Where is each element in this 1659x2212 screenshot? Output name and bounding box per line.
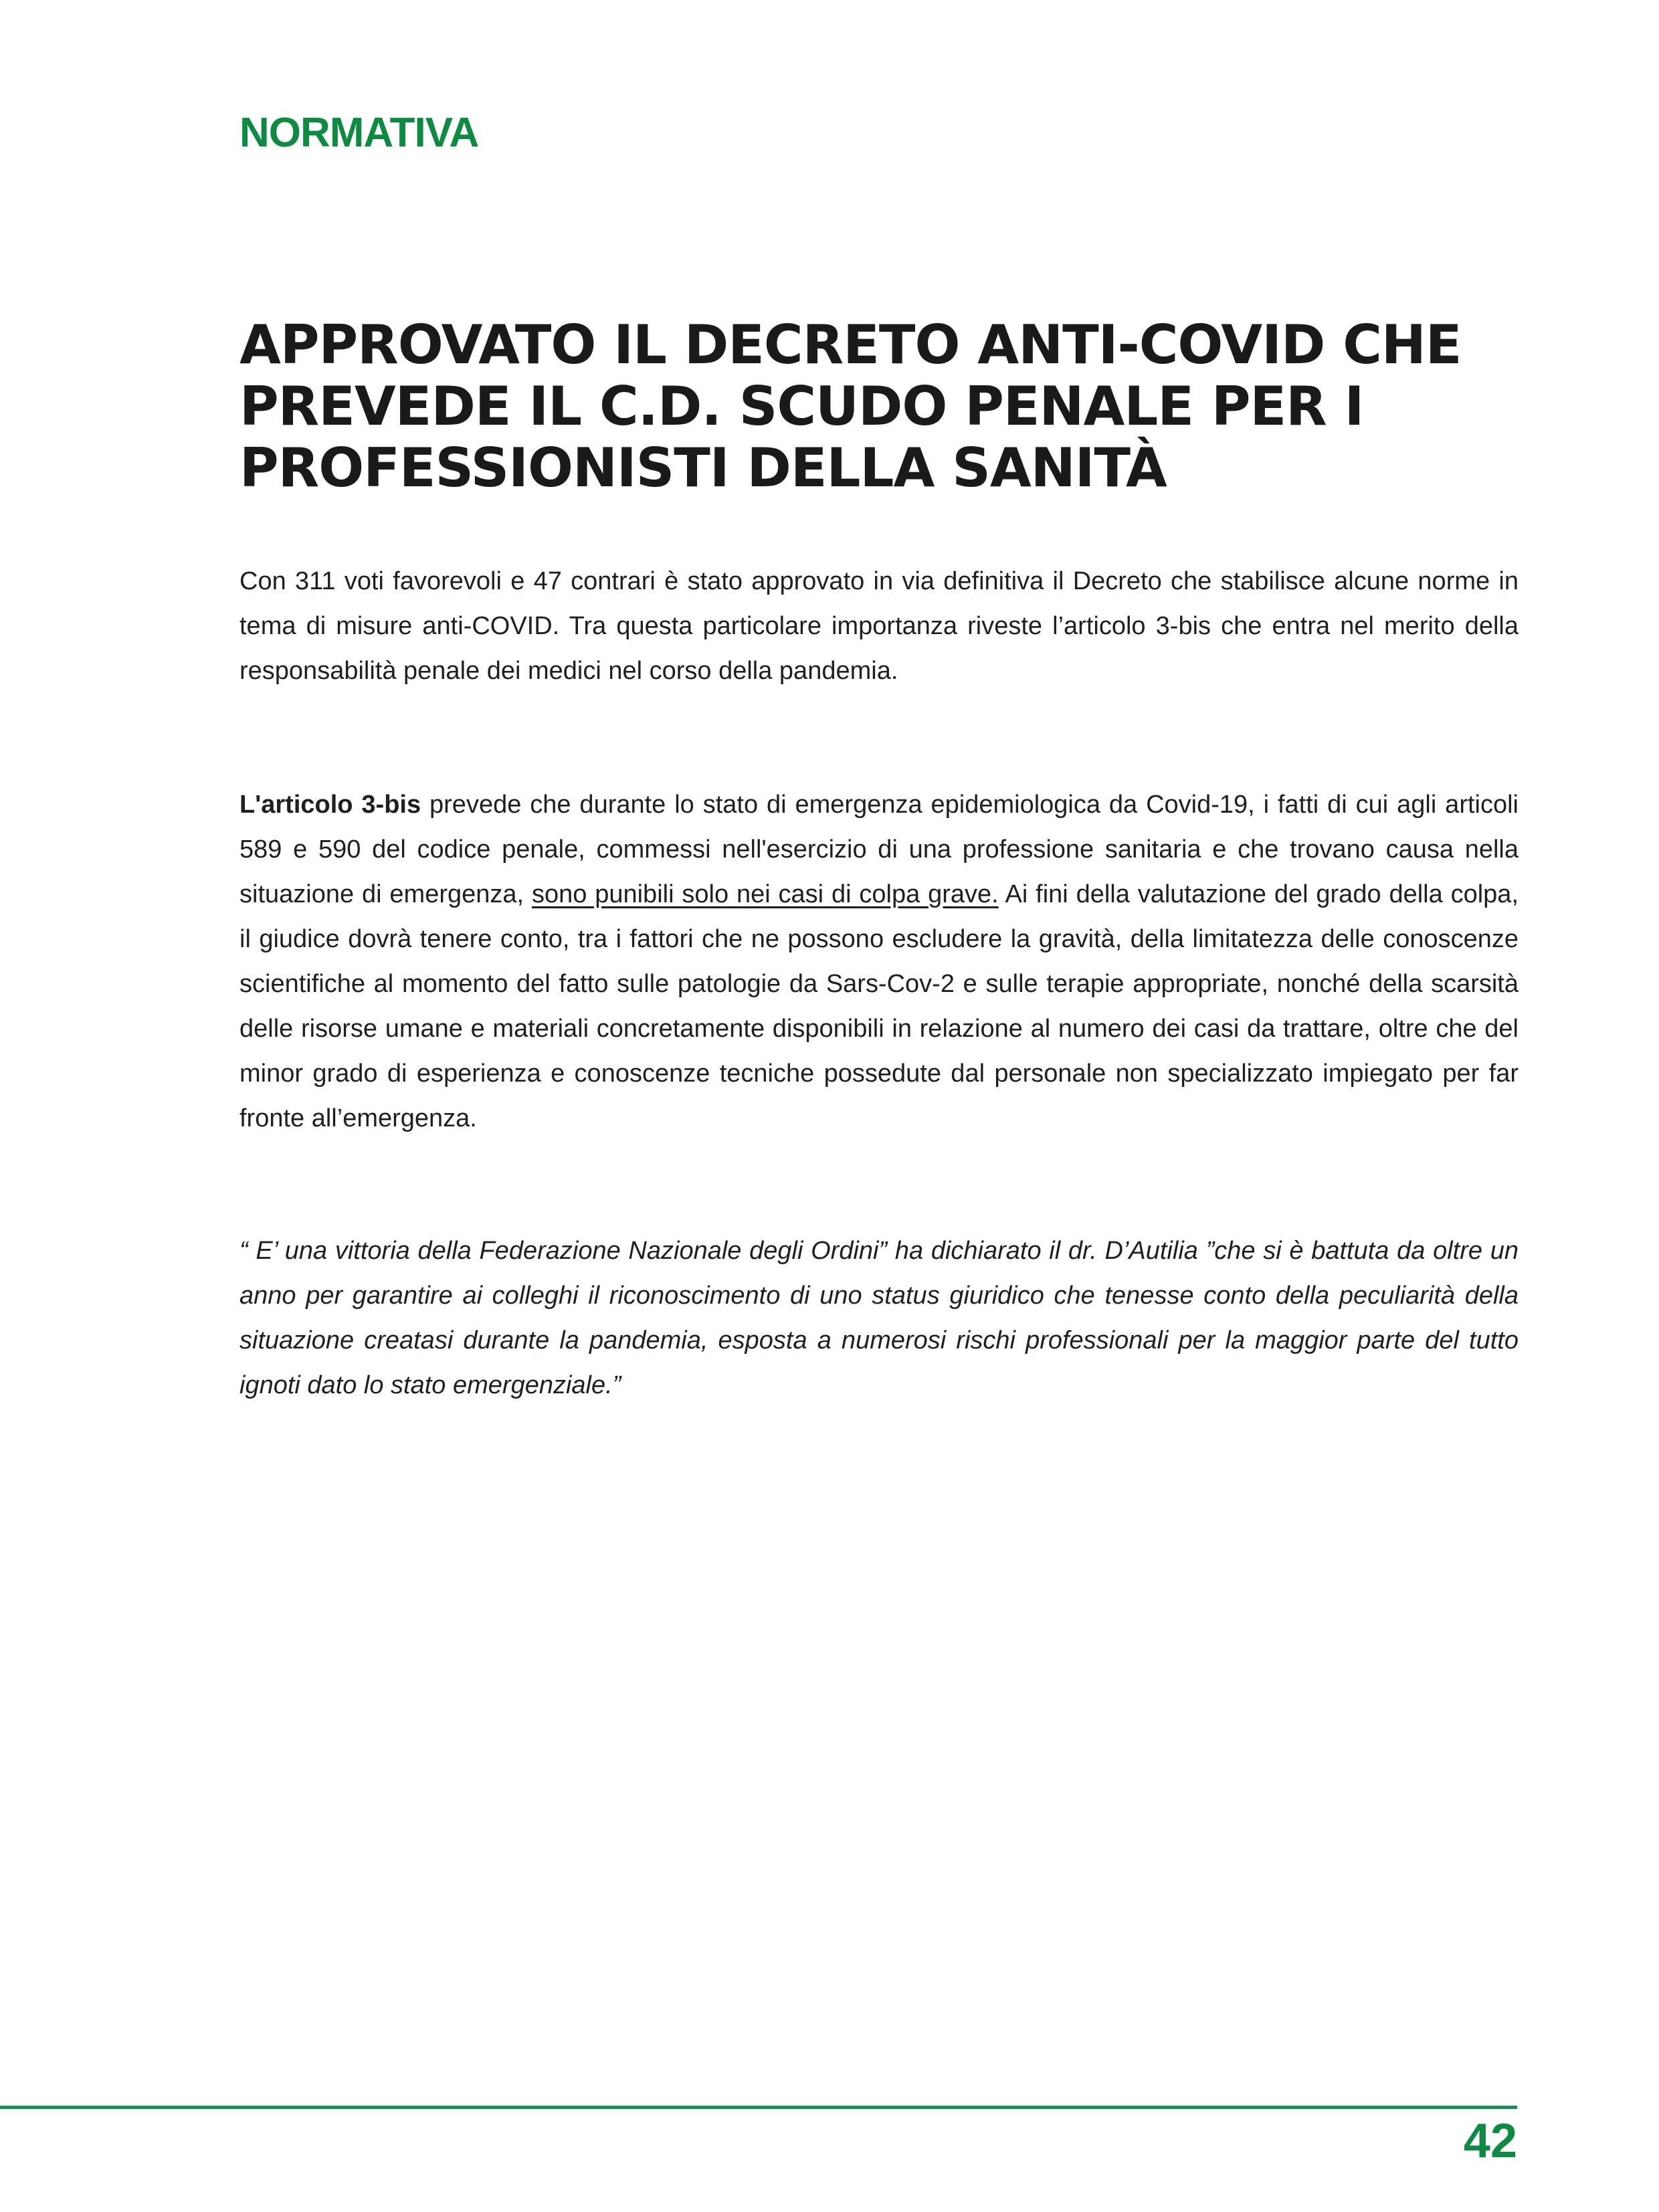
footer-divider bbox=[0, 2106, 1517, 2109]
paragraph-text: prevede che durante lo stato di emergenza epidemiologica da Covid-19, i fatti di cui agli articoli 589 e 590 del codice penale, commessi nell'esercizio di una professione sanitaria e che trovano causa nella situazione di emergenza, bbox=[239, 791, 1519, 908]
section-label: NORMATIVA bbox=[239, 110, 479, 156]
underlined-emphasis: sono punibili solo nei casi di colpa grave. bbox=[531, 880, 999, 908]
article-3bis-lead: L'articolo 3-bis bbox=[239, 791, 421, 819]
article-title-line: PREVEDE IL C.D. SCUDO PENALE PER I bbox=[239, 375, 1364, 437]
article-3bis-paragraph bbox=[239, 783, 1519, 1141]
article-title-line: APPROVATO IL DECRETO ANTI-COVID CHE bbox=[239, 314, 1462, 376]
page-number: 42 bbox=[1463, 2114, 1517, 2168]
article-title bbox=[239, 314, 1510, 499]
paragraph-text: Ai fini della valutazione del grado della colpa, il giudice dovrà tenere conto, tra i fattori che ne possono escludere la gravità, della limitatezza delle conoscenze scientifiche al momento del fatto sulle patologie da Sars-Cov-2 e sulle terapie appropriate, nonché della scarsità delle risorse umane e materiali concretamente disponibili in relazione al numero dei casi da trattare, oltre che del minor grado di esperienza e conoscenze tecniche possedute dal personale non specializzato impiegato per far fronte all’emergenza. bbox=[239, 880, 1519, 1132]
intro-paragraph: Con 311 voti favorevoli e 47 contrari è stato approvato in via definitiva il Decreto che stabilisce alcune norme in tema di misure anti-COVID. Tra questa particolare importanza riveste l’articolo 3-bis che entra nel merito della responsabilità penale dei medici nel corso della pandemia. bbox=[239, 567, 1519, 685]
article-title-line: PROFESSIONISTI DELLA SANITÀ bbox=[239, 437, 1167, 499]
quote-paragraph: “ E’ una vittoria della Federazione Nazionale degli Ordini” ha dichiarato il dr. D’Autilia ”che si è battuta da oltre un anno per garantire ai colleghi il riconoscimento di uno status giuridico che tenesse conto della peculiarità della situazione creatasi durante la pandemia, esposta a numerosi rischi professionali per la maggior parte del tutto ignoti dato lo stato emergenziale.” bbox=[239, 1237, 1519, 1399]
